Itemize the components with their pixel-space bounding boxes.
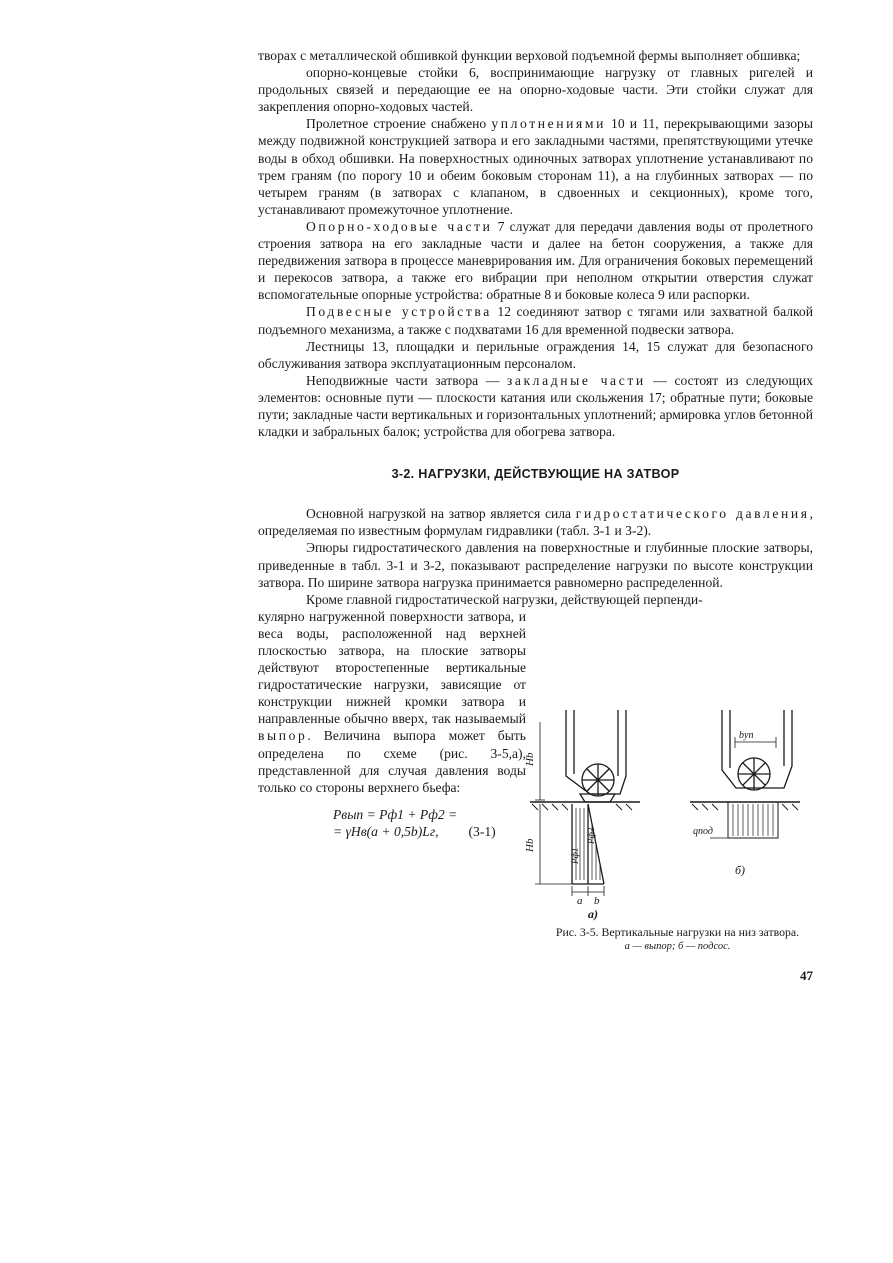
- page-number: 47: [800, 968, 813, 983]
- paragraph-hanging: Подвесные устройства 12 соединяют затвор с тягами или захватной балкой подъемного механизма, а также с подхватами 16 для временной подвески затвора.: [258, 304, 814, 337]
- paragraph-narrow: кулярно нагруженной поверхности затвора, и веса воды, расположенной над верхней плоскостью затвора, на плоские затворы действуют второстепенные вертикальные гидростатические нагрузки, зависящие от конструкции нижней кромки затвора и направленные обычно вверх, так называемый выпор. Величина выпора может быть определена по схеме (рис. 3-5,а), представленной для случая давления воды только со стороны верхнего бьефа: Pвып = Pф1 + Pф2 = = γHв(a + 0,5b)Lг, (3-1): [258, 608, 526, 839]
- label-pf2: Pф2: [586, 827, 596, 844]
- label-a: а): [588, 907, 598, 921]
- spaced-term: Опорно-ходовые части: [306, 218, 493, 234]
- figure-caption: [535, 926, 820, 953]
- paragraph-epures: Эпюры гидростатического давления на поверхностные и глубинные плоские затворы, приведенные в табл. 3-1 и 3-2, показывают распределение нагрузки по высоте конструкции затвора. По ширине затвора нагрузка принимается равномерно распределенной.: [258, 540, 813, 590]
- caption-sub: а — выпор; б — подсос.: [624, 940, 731, 952]
- paragraph: опорно-концевые стойки 6, воспринимающие нагрузку от главных ригелей и продольных связей и передающие ее на опорно-ходовые части. Эти стойки служат для закрепления опорно-ходовых частей.: [258, 65, 813, 115]
- caption-text: Рис. 3-5. Вертикальные нагрузки на низ затвора.: [555, 925, 800, 939]
- paragraph: творах с металлической обшивкой функции верховой подъемной фермы выполняет обшивка;: [258, 48, 801, 63]
- paragraph-running-parts: Опорно-ходовые части 7 служат для передачи давления воды от пролетного строения затвора на его закладные части и далее на бетон сооружения, а также для передвижения затвора в процессе маневрирования им. Для ограничения боковых перемещений и перекосов затвора, а также его вибрации при неполном открытии отверстия служат вспомогательные опорные устройства: обратные 8 и боковые колеса 9 или распорки.: [258, 218, 813, 303]
- section-heading: 3-2. НАГРУЗКИ, ДЕЙСТВУЮЩИЕ НА ЗАТВОР: [391, 467, 680, 482]
- formula-number: (3-1): [468, 823, 496, 839]
- paragraph-seals: Пролетное строение снабжено уплотнениями 10 и 11, перекрывающими зазоры между подвижной конструкцией затвора и его закладными частями, препятствующими утечке воды в обход обшивки. На поверхностных одиночных затворах уплотнение устанавливают по трем граням (по порогу 10 и обеим боковым сторонам 11), а на глубинных затворах — по четырем граням (в затворах с клапаном, в сдвоенных и секционных), кроме того, устанавливают промежуточное уплотнение.: [258, 116, 813, 217]
- formula-line: Pвып = Pф1 + Pф2 =: [333, 806, 458, 822]
- label-a-dim: a: [577, 895, 583, 907]
- paragraph-besides: Кроме главной гидростатической нагрузки, действующей перпенди-: [306, 591, 703, 607]
- spaced-term: гидростатического давления: [575, 506, 810, 522]
- paragraph-main-load: Основной нагрузкой на затвор является сила гидростатического давления, определяемая по известным формулам гидравлики (табл. 3-1 и 3-2).: [258, 506, 814, 539]
- label-pf1: Pф1: [570, 847, 580, 864]
- formula-line: = γHв(a + 0,5b)Lг, (3-1): [333, 823, 496, 839]
- spaced-term: выпор: [258, 728, 308, 744]
- label-hb: Hb: [524, 838, 536, 852]
- paragraph-fixed-parts: Неподвижные части затвора — закладные части — состоят из следующих элементов: основные пути — плоскости катания или скольжения 17; обратные пути; боковые пути; закладные части вертикальных и горизонтальных уплотнений; армировка углов бетонной кладки и забральных балок; устройства для обогрева затвора.: [258, 372, 814, 440]
- figure-a: [530, 710, 640, 896]
- formula-3-1: [333, 806, 526, 840]
- label-bup: bуп: [739, 730, 754, 741]
- spaced-term: закладные части: [506, 372, 646, 388]
- paragraph-ladders: Лестницы 13, площадки и перильные ограждения 14, 15 служат для безопасного обслуживания затвора эксплуатационным персоналом.: [258, 338, 813, 371]
- label-hb-top: Hb: [524, 752, 536, 766]
- label-qpod: qпод: [693, 826, 713, 837]
- spaced-term: уплотнениями: [491, 116, 606, 132]
- spaced-term: Подвесные устройства: [306, 304, 492, 320]
- label-b: б): [735, 863, 746, 877]
- label-b-dim: b: [594, 895, 600, 907]
- figure-labels: [524, 730, 753, 921]
